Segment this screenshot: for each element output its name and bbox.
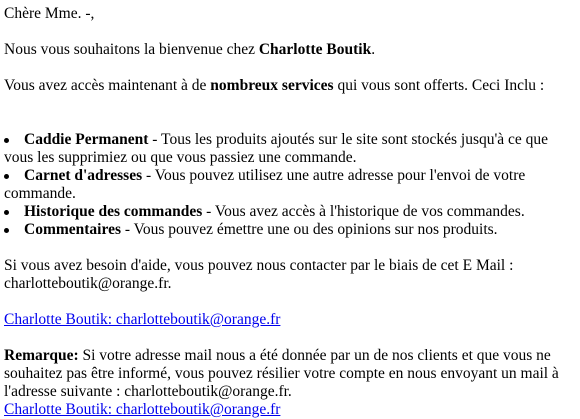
list-item [4, 131, 580, 167]
welcome-prefix: Nous vous souhaitons la bienvenue chez [4, 41, 259, 58]
spacer [4, 329, 580, 347]
bullet-icon [4, 174, 9, 179]
service-desc: - Tous les produits ajoutés sur le site sont stockés jusqu'à ce que [148, 131, 549, 148]
spacer [4, 23, 580, 41]
welcome-suffix: . [371, 41, 376, 58]
bullet-icon [4, 138, 9, 143]
brand-name: Charlotte Boutik [258, 41, 372, 58]
services-intro-prefix: Vous avez accès maintenant à de [4, 77, 211, 94]
services-intro-bold: nombreux services [210, 77, 334, 94]
help-line-1: Si vous avez besoin d'aide, vous pouvez nous contacter par le biais de cet E Mail : [4, 257, 514, 274]
contact-paragraph-1 [4, 311, 580, 329]
contact-link[interactable]: Charlotte Boutik: charlotteboutik@orange.fr [4, 401, 281, 418]
services-list [4, 131, 580, 239]
contact-paragraph-2 [4, 401, 580, 419]
bullet-icon [4, 210, 9, 215]
remark-text: Si votre adresse mail nous a été donnée par un de nos clients et que vous ne [78, 347, 551, 364]
welcome-line [4, 41, 580, 59]
service-desc-cont: vous les supprimiez ou que vous passiez une commande. [4, 149, 357, 166]
list-item [4, 167, 580, 203]
service-title: Historique des commandes [24, 203, 203, 220]
spacer [4, 293, 580, 311]
greeting: Chère Mme. -, [4, 5, 95, 22]
service-title: Carnet d'adresses [24, 167, 143, 184]
bullet-icon [4, 228, 9, 233]
remark-line-1 [4, 347, 580, 365]
service-desc: - Vous pouvez utilisez une autre adresse pour l'envoi de votre [142, 167, 526, 184]
remark-line-3: l'adresse suivante : charlotteboutik@orange.fr. [4, 383, 292, 400]
spacer [4, 95, 580, 131]
service-title: Commentaires [24, 221, 121, 238]
contact-link[interactable]: Charlotte Boutik: charlotteboutik@orange.fr [4, 311, 281, 328]
service-desc-cont: commande. [4, 185, 76, 202]
remark-label: Remarque: [4, 347, 79, 364]
list-item [4, 203, 580, 221]
help-line-2: charlotteboutik@orange.fr. [4, 275, 172, 292]
list-item [4, 221, 580, 239]
services-intro-suffix: qui vous sont offerts. Ceci Inclu : [333, 77, 545, 94]
spacer [4, 59, 580, 77]
remark-line-2: souhaitez pas être informé, vous pouvez résilier votre compte en nous envoyant un mail à [4, 365, 559, 382]
service-desc: - Vous avez accès à l'historique de vos commandes. [202, 203, 525, 220]
services-intro [4, 77, 580, 95]
spacer [4, 239, 580, 257]
service-title: Caddie Permanent [24, 131, 149, 148]
service-desc: - Vous pouvez émettre une ou des opinions sur nos produits. [121, 221, 498, 238]
